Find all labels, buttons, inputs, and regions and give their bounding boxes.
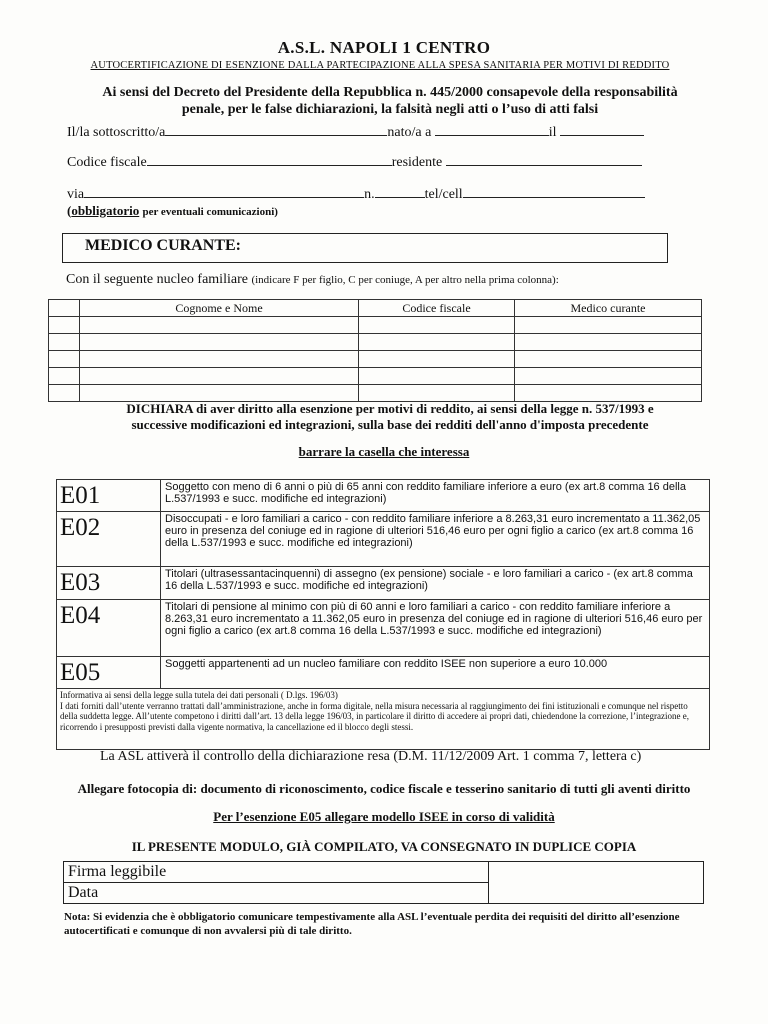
table-cell[interactable] bbox=[80, 317, 359, 334]
field-il[interactable] bbox=[560, 123, 644, 136]
table-row bbox=[49, 385, 702, 402]
intro-line-1: Ai sensi del Decreto del Presidente della Repubblica n. 445/2000 consapevole della responsabilità bbox=[102, 85, 678, 100]
header-codice-fiscale: Codice fiscale bbox=[359, 300, 515, 317]
informativa bbox=[57, 689, 710, 750]
field-sottoscritto[interactable] bbox=[165, 123, 387, 136]
row-sottoscritto bbox=[67, 123, 644, 141]
field-n[interactable] bbox=[375, 185, 425, 198]
exemption-row-e05[interactable] bbox=[57, 657, 710, 689]
table-row bbox=[49, 334, 702, 351]
document-title: A.S.L. NAPOLI 1 CENTRO bbox=[277, 38, 491, 57]
table-cell[interactable] bbox=[80, 351, 359, 368]
firma-label: Firma leggibile bbox=[64, 862, 489, 883]
exemption-row-e02[interactable] bbox=[57, 512, 710, 567]
label-sottoscritto: Il/la sottoscritto/a bbox=[67, 125, 166, 140]
dichiara-line-2: successive modificazioni ed integrazioni, sulla base dei redditi dell'anno d'imposta precedente bbox=[131, 417, 649, 432]
table-cell[interactable] bbox=[515, 368, 702, 385]
field-residente[interactable] bbox=[446, 153, 642, 166]
barrare-instruction: barrare la casella che interessa bbox=[298, 444, 470, 459]
allegare-text: Allegare fotocopia di: documento di riconoscimento, codice fiscale e tesserino sanitario di tutti gli aventi diritto bbox=[77, 781, 691, 796]
header-cognome-nome: Cognome e Nome bbox=[80, 300, 359, 317]
table-cell[interactable] bbox=[49, 368, 80, 385]
header-medico-curante: Medico curante bbox=[515, 300, 702, 317]
medico-curante-box[interactable] bbox=[62, 233, 668, 263]
exemption-code[interactable]: E01 bbox=[57, 480, 161, 512]
label-tel: tel/cell bbox=[424, 187, 463, 202]
table-cell[interactable] bbox=[49, 334, 80, 351]
exemption-row-e01[interactable] bbox=[57, 480, 710, 512]
table-cell[interactable] bbox=[515, 385, 702, 402]
dichiara-line-1 bbox=[60, 401, 720, 417]
exemption-text: Titolari (ultrasessantacinquenni) di assegno (ex pensione) sociale - e loro familiari a carico - (ex art.8 comma 16 della L.537/1993 e succ. modifiche ed integrazioni) bbox=[161, 567, 710, 600]
table-row bbox=[49, 300, 702, 317]
dichiara-word: DICHIARA bbox=[126, 401, 193, 416]
isee-text: Per l’esenzione E05 allegare modello ISEE in corso di validità bbox=[213, 809, 555, 824]
exemption-code[interactable]: E05 bbox=[57, 657, 161, 689]
intro-text bbox=[60, 84, 720, 118]
field-via[interactable] bbox=[84, 185, 364, 198]
nota-text: Nota: Si evidenzia che è obbligatorio comunicare tempestivamente alla ASL l’eventuale perdita dei requisiti del diritto all’esenzione autocertificati e comunque di non avvalersi più di tale diritto. bbox=[64, 911, 680, 937]
exemption-code[interactable]: E03 bbox=[57, 567, 161, 600]
informativa-row bbox=[57, 689, 710, 750]
exemption-text: Titolari di pensione al minimo con più di 60 anni e loro familiari a carico - con reddito familiare inferiore a 8.263,31 euro incrementato a 11.362,05 euro in presenza del coniuge ed in ragione di ulteriori 516,46 euro per ogni figlio a carico (ex art.8 comma 16 della L.537/1993 e succ. modifiche ed integrazioni) bbox=[161, 600, 710, 657]
table-cell[interactable] bbox=[359, 368, 515, 385]
obbligatorio-detail: per eventuali comunicazioni) bbox=[142, 206, 278, 218]
table-cell[interactable] bbox=[515, 317, 702, 334]
table-cell[interactable] bbox=[515, 351, 702, 368]
obbligatorio-label: obbligatorio bbox=[71, 203, 140, 218]
table-cell[interactable] bbox=[49, 317, 80, 334]
exemption-code[interactable]: E04 bbox=[57, 600, 161, 657]
table-row bbox=[49, 317, 702, 334]
table-row bbox=[64, 862, 704, 883]
intro-line-2: penale, per le false dichiarazioni, la falsità negli atti o l’uso di atti falsi bbox=[181, 102, 599, 117]
exemption-text: Disoccupati - e loro familiari a carico - con reddito familiare inferiore a 8.263,31 euro incrementato a 11.362,05 euro in presenza del coniuge ed in ragione di ulteriori 516,46 euro per ogni figlio a carico (ex art.8 comma 16 della L.537/1993 e succ. modifiche ed integrazioni) bbox=[161, 512, 710, 567]
firma-table bbox=[63, 861, 704, 904]
exemption-row-e04[interactable] bbox=[57, 600, 710, 657]
table-row bbox=[49, 368, 702, 385]
nucleo-intro-text: Con il seguente nucleo familiare bbox=[66, 272, 248, 287]
field-nato[interactable] bbox=[435, 123, 549, 136]
row-codice-fiscale bbox=[67, 153, 642, 171]
medico-curante-label: MEDICO CURANTE: bbox=[85, 237, 241, 254]
exemption-code[interactable]: E02 bbox=[57, 512, 161, 567]
exemption-text: Soggetto con meno di 6 anni o più di 65 anni con reddito familiare inferiore a euro (ex art.8 comma 16 della L.537/1993 e succ. modifiche ed integrazioni) bbox=[161, 480, 710, 512]
exemption-table bbox=[56, 479, 710, 750]
obbligatorio-note bbox=[67, 203, 278, 219]
table-row bbox=[49, 351, 702, 368]
label-nato: nato/a a bbox=[387, 125, 432, 140]
label-codice-fiscale: Codice fiscale bbox=[67, 155, 147, 170]
table-cell[interactable] bbox=[49, 300, 80, 317]
table-cell[interactable] bbox=[80, 368, 359, 385]
firma-field[interactable] bbox=[489, 862, 704, 904]
row-via bbox=[67, 185, 645, 203]
field-tel[interactable] bbox=[463, 185, 645, 198]
controllo-text: La ASL attiverà il controllo della dichiarazione resa (D.M. 11/12/2009 Art. 1 comma 7, lettera c) bbox=[100, 749, 642, 764]
label-via: via bbox=[67, 187, 85, 202]
label-il: il bbox=[548, 125, 557, 140]
exemption-row-e03[interactable] bbox=[57, 567, 710, 600]
table-cell[interactable] bbox=[359, 317, 515, 334]
table-cell[interactable] bbox=[49, 351, 80, 368]
document-subtitle: AUTOCERTIFICAZIONE DI ESENZIONE DALLA PARTECIPAZIONE ALLA SPESA SANITARIA PER MOTIVI DI REDDITO bbox=[90, 60, 670, 71]
paren: ( bbox=[67, 203, 72, 218]
nucleo-note: (indicare F per figlio, C per coniuge, A per altro nella prima colonna): bbox=[251, 274, 559, 286]
table-cell[interactable] bbox=[359, 385, 515, 402]
informativa-body: I dati forniti dall’utente verranno trattati dall’amministrazione, anche in forma digitale, nella misura necessaria al raggiungimento dei fini istituzionali e comunque nel rispetto della suddetta legge. All’utente competono i diritti dall’art. 13 della legge 196/03, in particolare il diritto di accedere ai propri dati, chiedendone la correzione, l’integrazione e, ricorrendo i presupposti previsti dalla vigente normativa, la cancellazione ed il blocco degli stessi. bbox=[60, 700, 690, 732]
duplice-text: IL PRESENTE MODULO, GIÀ COMPILATO, VA CONSEGNATO IN DUPLICE COPIA bbox=[131, 839, 637, 854]
table-cell[interactable] bbox=[80, 385, 359, 402]
informativa-heading: Informativa ai sensi della legge sulla tutela dei dati personali ( D.lgs. 196/03) bbox=[60, 690, 338, 700]
table-cell[interactable] bbox=[359, 334, 515, 351]
data-label: Data bbox=[64, 883, 489, 904]
dichiara-text bbox=[60, 401, 720, 433]
table-cell[interactable] bbox=[359, 351, 515, 368]
label-n: n. bbox=[364, 187, 375, 202]
nucleo-table bbox=[48, 299, 702, 402]
table-cell[interactable] bbox=[49, 385, 80, 402]
table-cell[interactable] bbox=[80, 334, 359, 351]
exemption-text: Soggetti appartenenti ad un nucleo familiare con reddito ISEE non superiore a euro 10.000 bbox=[161, 657, 710, 689]
field-codice-fiscale[interactable] bbox=[147, 153, 392, 166]
nucleo-intro bbox=[66, 272, 559, 288]
table-cell[interactable] bbox=[515, 334, 702, 351]
label-residente: residente bbox=[391, 155, 443, 170]
dichiara-line-1-rest: di aver diritto alla esenzione per motivi di reddito, ai sensi della legge n. 537/1993 e bbox=[192, 401, 654, 416]
